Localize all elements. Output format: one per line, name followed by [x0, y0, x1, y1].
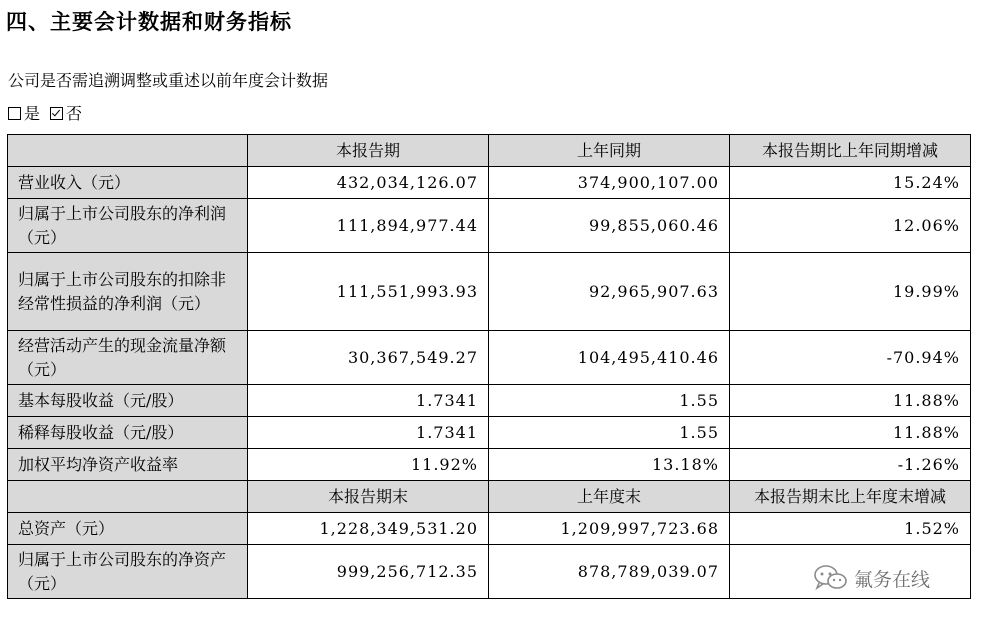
header-cell-empty: [8, 135, 248, 167]
cell-current: 999,256,712.35: [248, 545, 489, 599]
table-row: [8, 417, 971, 449]
header-cell-current-period: 本报告期: [248, 135, 489, 167]
cell-change: 11.88%: [730, 417, 971, 449]
cell-current: 30,367,549.27: [248, 331, 489, 385]
cell-prior: 13.18%: [489, 449, 730, 481]
financial-data-table: [7, 134, 971, 599]
table-header-row: [8, 135, 971, 167]
cell-change: -1.26%: [730, 449, 971, 481]
table-row: [8, 331, 971, 385]
cell-prior: 92,965,907.63: [489, 253, 730, 331]
cell-prior: 374,900,107.00: [489, 167, 730, 199]
table-row: [8, 385, 971, 417]
cell-change: 12.06%: [730, 199, 971, 253]
row-label: 经营活动产生的现金流量净额（元）: [8, 331, 248, 385]
cell-prior: 1.55: [489, 385, 730, 417]
row-label: 归属于上市公司股东的扣除非经常性损益的净利润（元）: [8, 253, 248, 331]
cell-current: 1.7341: [248, 385, 489, 417]
table-row: [8, 253, 971, 331]
option-no[interactable]: [50, 101, 82, 124]
row-label: 归属于上市公司股东的净利润（元）: [8, 199, 248, 253]
checkbox-unchecked-icon[interactable]: [8, 107, 21, 120]
header-cell-prior-period: 上年同期: [489, 135, 730, 167]
section-heading: 四、主要会计数据和财务指标: [6, 10, 292, 34]
watermark: [812, 564, 930, 592]
option-yes[interactable]: [8, 101, 40, 124]
cell-current: 11.92%: [248, 449, 489, 481]
table-subheader-row: [8, 481, 971, 513]
header-cell-period-end: 本报告期末: [248, 481, 489, 513]
option-yes-label: 是: [24, 104, 41, 123]
checkbox-checked-icon[interactable]: [50, 107, 63, 120]
restatement-question: 公司是否需追溯调整或重述以前年度会计数据: [8, 71, 329, 90]
cell-prior: 99,855,060.46: [489, 199, 730, 253]
cell-change: -70.94%: [730, 331, 971, 385]
watermark-text: 氟务在线: [854, 568, 931, 591]
header-cell-empty: [8, 481, 248, 513]
cell-current: 432,034,126.07: [248, 167, 489, 199]
table-row: [8, 513, 971, 545]
table-row: [8, 199, 971, 253]
row-label: 稀释每股收益（元/股）: [8, 417, 248, 449]
cell-current: 1.7341: [248, 417, 489, 449]
cell-change: 19.99%: [730, 253, 971, 331]
table-row: [8, 449, 971, 481]
cell-current: 1,228,349,531.20: [248, 513, 489, 545]
cell-current: 111,894,977.44: [248, 199, 489, 253]
cell-prior: 1.55: [489, 417, 730, 449]
header-cell-change: 本报告期比上年同期增减: [730, 135, 971, 167]
header-cell-change-end: 本报告期末比上年度末增减: [730, 481, 971, 513]
row-label: 总资产（元）: [8, 513, 248, 545]
header-cell-prior-year-end: 上年度末: [489, 481, 730, 513]
cell-change: 15.24%: [730, 167, 971, 199]
cell-change: 11.88%: [730, 385, 971, 417]
cell-prior: 878,789,039.07: [489, 545, 730, 599]
row-label: 归属于上市公司股东的净资产（元）: [8, 545, 248, 599]
row-label: 加权平均净资产收益率: [8, 449, 248, 481]
cell-prior: 1,209,997,723.68: [489, 513, 730, 545]
cell-change: 1.52%: [730, 513, 971, 545]
row-label: 营业收入（元）: [8, 167, 248, 199]
cell-prior: 104,495,410.46: [489, 331, 730, 385]
table-row: [8, 167, 971, 199]
wechat-icon: [812, 564, 848, 592]
row-label: 基本每股收益（元/股）: [8, 385, 248, 417]
cell-current: 111,551,993.93: [248, 253, 489, 331]
restatement-options: [8, 101, 92, 124]
option-no-label: 否: [66, 104, 83, 123]
